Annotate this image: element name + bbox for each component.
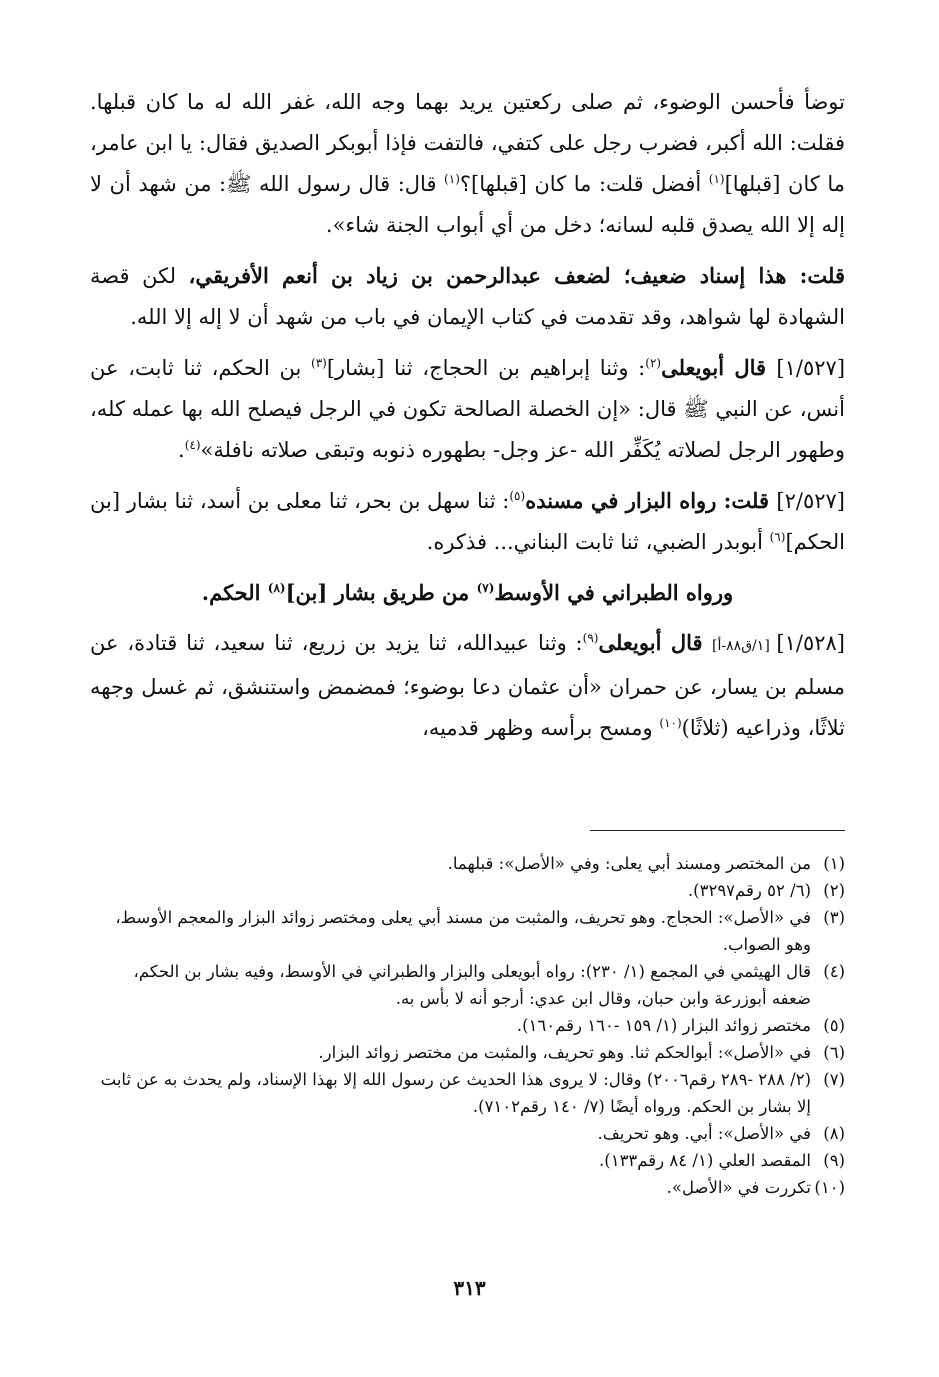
footnote-10 (90, 1174, 845, 1201)
footnotes (90, 850, 845, 1201)
footnote-8 (90, 1120, 845, 1147)
hadith-number: [١/٥٢٨] (776, 631, 845, 655)
footnote-ref[interactable]: (٨) (267, 581, 286, 595)
paragraph-text: ومسح برأسه وظهر قدميه، (422, 716, 660, 740)
footnote-4 (90, 958, 845, 1012)
paragraph-text: من طريق بشار [بن] (285, 580, 477, 605)
footnote-3 (90, 904, 845, 958)
footnote-text: في «الأصل»: الحجاج. وهو تحريف، والمثبت من مسند أبي يعلى ومختصر زوائد البزار والمعجم الأوسط، وهو الصواب. (115, 908, 811, 954)
footnote-5 (90, 1012, 845, 1039)
hadith-number: [١/٥٢٧] (776, 356, 846, 380)
paragraph-text: أفضل قلت: ما كان [قبلها]؟ (459, 172, 709, 196)
footnote-number: (٨) (823, 1124, 845, 1143)
footnote-number: (٩) (823, 1151, 845, 1170)
footnote-ref[interactable]: (٦) (769, 530, 786, 544)
paragraph-text: توضأ فأحسن الوضوء، ثم صلى ركعتين يريد بهما وجه الله، غفر الله له ما كان قبلها. فقلت: الله أكبر، فضرب رجل على كتفي، فالتفت فإذا أبوبكر الصديق فقال: يا ابن عامر، ما كان [قبلها] (90, 90, 845, 196)
footnote-text: (٢/ ٢٨٨ -٢٨٩ رقم٢٠٠٦) وقال: لا يروى هذا الحديث عن رسول الله إلا بهذا الإسناد، ولم يحدث به عن ثابت إلا بشار بن الحكم. ورواه أيضًا (٧/ ١٤٠ رقم٧١٠٢). (100, 1070, 811, 1116)
manuscript-ref: [١/ق٨٨-أ] (712, 638, 777, 654)
footnote-text: تكررت في «الأصل». (666, 1178, 811, 1197)
paragraph-4 (90, 480, 845, 563)
footnote-ref[interactable]: (١) (444, 172, 460, 186)
paragraph-text: لكن قصة الشهادة لها شواهد، وقد تقدمت في كتاب الإيمان في باب من شهد أن لا إله إلا الله. (90, 264, 845, 329)
footnote-ref[interactable]: (٧) (476, 581, 495, 595)
footnote-separator (590, 830, 845, 831)
paragraph-2 (90, 255, 845, 338)
paragraph-text: : ثنا سهل بن بحر، ثنا معلى بن أسد، ثنا بشار [بن الحكم] (90, 489, 845, 554)
paragraph-6 (90, 622, 845, 749)
footnote-ref[interactable]: (٢) (645, 356, 662, 370)
footnote-6 (90, 1039, 845, 1066)
footnote-text: من المختصر ومسند أبي يعلى: وفي «الأصل»: قبلهما. (447, 854, 811, 873)
footnote-text: (٦/ ٥٢ رقم٣٢٩٧). (687, 881, 811, 900)
footnote-1 (90, 850, 845, 877)
paragraph-text: : وثنا إبراهيم بن الحجاج، ثنا [بشار] (326, 356, 646, 380)
hadith-number: [٢/٥٢٧] (776, 489, 845, 513)
paragraph-1 (90, 82, 845, 246)
source-name: ورواه الطبراني في الأوسط (494, 580, 734, 605)
footnote-number: (٧) (823, 1070, 845, 1089)
footnote-number: (٣) (823, 908, 845, 927)
footnote-ref[interactable]: (٩) (582, 631, 599, 645)
paragraph-text: بن الحكم، ثنا ثابت، عن أنس، عن النبي ﷺ قال: «إن الخصلة الصالحة تكون في الرجل فيصلح الله بها عمله كله، وطهور الرجل لصلاته يُكَفِّر الله -عز وجل- بطهوره ذنوبه وتبقى صلاته نافلة» (90, 356, 845, 462)
paragraph-5 (90, 572, 845, 613)
source-name: قلت: رواه البزار في مسنده (525, 488, 777, 513)
footnote-number: (٢) (823, 881, 845, 900)
footnote-number: (٤) (823, 962, 845, 981)
footnote-number: (٦) (823, 1043, 845, 1062)
footnote-ref[interactable]: (٥) (509, 489, 526, 503)
page-number: ٣١٣ (453, 1276, 486, 1300)
paragraph-3 (90, 347, 845, 471)
footnote-number: (١) (823, 854, 845, 873)
footnote-ref[interactable]: (٣) (311, 356, 327, 370)
footnote-number: (١٠) (814, 1178, 845, 1197)
source-name: قال أبويعلى (661, 355, 777, 380)
footnote-text: مختصر زوائد البزار (١/ ١٥٩ -١٦٠ رقم١٦٠). (516, 1016, 811, 1035)
footnote-ref[interactable]: (٤) (184, 438, 201, 452)
footnote-7 (90, 1066, 845, 1120)
footnote-text: قال الهيثمي في المجمع (١/ ٢٣٠): رواه أبويعلى والبزار والطبراني في الأوسط، وفيه بشار بن الحكم، ضعفه أبوزرعة وابن حبان، وقال ابن عدي: أرجو أنه لا بأس به. (133, 962, 811, 1008)
footnote-2 (90, 877, 845, 904)
paragraph-text: الحكم. (201, 580, 268, 605)
footnote-text: في «الأصل»: أبوالحكم ثنا. وهو تحريف، والمثبت من مختصر زوائد البزار. (318, 1043, 811, 1062)
paragraph-text: أبوبدر الضبي، ثنا ثابت البناني... فذكره. (426, 530, 770, 554)
paragraph-text: قال: قال رسول الله ﷺ: من شهد أن لا إله إلا الله يصدق قلبه لسانه؛ دخل من أي أبواب الجنة شاء». (90, 172, 845, 237)
footnote-ref[interactable]: (١) (708, 172, 725, 186)
footnote-9 (90, 1147, 845, 1174)
footnote-ref[interactable]: (١٠) (659, 716, 682, 730)
commentary-heading: قلت: هذا إسناد ضعيف؛ لضعف عبدالرحمن بن زياد بن أنعم الأفريقي، (188, 263, 845, 288)
footnote-text: في «الأصل»: أبي. وهو تحريف. (597, 1124, 811, 1143)
main-text (90, 82, 845, 749)
footnote-text: المقصد العلي (١/ ٨٤ رقم١٣٣). (599, 1151, 811, 1170)
paragraph-text: . (178, 438, 185, 462)
footnote-number: (٥) (823, 1016, 845, 1035)
paragraph-text: : وثنا عبيدالله، ثنا يزيد بن زريع، ثنا سعيد، ثنا قتادة، عن مسلم بن يسار، عن حمران «أن عثمان دعا بوضوء؛ فمضمض واستنشق، ثم غسل وجهه ثلاثًا، وذراعيه (ثلاثًا) (90, 631, 845, 740)
source-name: قال أبويعلى (598, 630, 713, 655)
